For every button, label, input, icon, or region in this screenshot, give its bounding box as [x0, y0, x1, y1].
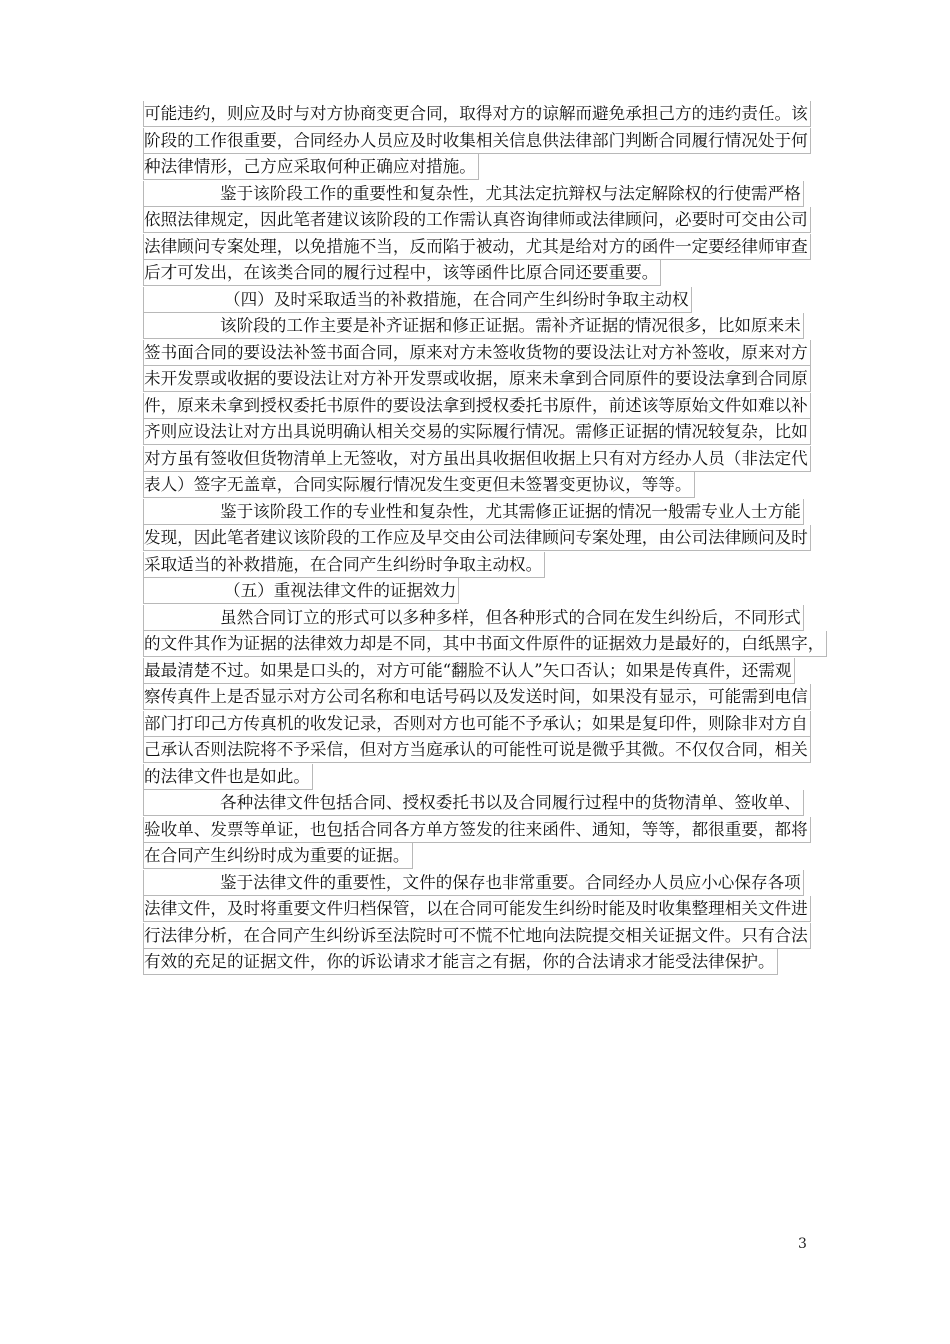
- text-line: [143, 737, 818, 764]
- text-line: [143, 605, 818, 632]
- text-line: [143, 128, 818, 155]
- text-line: [143, 154, 818, 181]
- text-content: 表人）签字无盖章，合同实际履行情况发生变更但未签署变更协议，等等。: [144, 475, 692, 494]
- text-content: 发现，因此笔者建议该阶段的工作应及早交由公司法律顾问专案处理，由公司法律顾问及时: [144, 528, 808, 547]
- text-line-box: [143, 578, 459, 604]
- text-line-box: [143, 525, 811, 551]
- text-content: 的法律文件也是如此。: [144, 766, 310, 786]
- text-line: [143, 631, 825, 658]
- text-line: [143, 419, 818, 446]
- text-line: [143, 658, 818, 685]
- text-content: 部门打印己方传真机的收发记录，否则对方也可能不予承认；如果是复印件，则除非对方自: [144, 713, 808, 733]
- text-line-box: [143, 154, 479, 180]
- text-line-box: [143, 843, 413, 869]
- text-line-box: [143, 340, 811, 366]
- text-line-box: [143, 260, 661, 286]
- text-content: 察传真件上是否显示对方公司名称和电话号码以及发送时间，如果没有显示，可能需到电信: [144, 687, 808, 706]
- text-line-box: [143, 896, 811, 922]
- text-line-box: [143, 313, 804, 339]
- text-content: 的文件其作为证据的法律效力却是不同，其中书面文件原件的证据效力是最好的，白纸黑字，: [144, 634, 825, 653]
- text-line-box: [143, 499, 804, 525]
- text-content: 虽然合同订立的形式可以多种多样，但各种形式的合同在发生纠纷后，不同形式: [220, 607, 801, 627]
- text-content: 鉴于该阶段工作的专业性和复杂性，尤其需修正证据的情况一般需专业人士方能: [220, 501, 801, 521]
- text-content: 阶段的工作很重要，合同经办人员应及时收集相关信息供法律部门判断合同履行情况处于何: [144, 130, 808, 150]
- text-line: [143, 870, 818, 897]
- text-line-box: [143, 393, 811, 419]
- text-line: [143, 764, 818, 791]
- text-line: [143, 843, 818, 870]
- text-line: [143, 181, 818, 208]
- text-content: 齐则应设法让对方出具说明确认相关交易的实际履行情况。需修正证据的情况较复杂，比如: [144, 422, 808, 441]
- text-content: 签书面合同的要设法补签书面合同，原来对方未签收货物的要设法让对方补签收，原来对方: [144, 342, 808, 362]
- text-content: 件，原来未拿到授权委托书原件的要设法拿到授权委托书原件，前述该等原始文件如难以补: [144, 395, 808, 415]
- text-line: [143, 525, 818, 552]
- text-line-box: [143, 605, 804, 631]
- text-content: 最最清楚不过。如果是口头的，对方可能“翻脸不认人”矢口否认；如果是传真件，还需观: [144, 660, 792, 680]
- section-heading: [143, 578, 818, 605]
- text-line: [143, 896, 818, 923]
- text-content: （五）重视法律文件的证据效力: [224, 581, 457, 600]
- text-content: 在合同产生纠纷时成为重要的证据。: [144, 846, 410, 865]
- text-line: [143, 234, 818, 261]
- text-content: 己承认否则法院将不予采信，但对方当庭承认的可能性可说是微乎其微。不仅仅合同，相关: [144, 740, 808, 759]
- text-content: 后才可发出，在该类合同的履行过程中，该等函件比原合同还要重要。: [144, 263, 659, 282]
- text-content: 对方虽有签收但货物清单上无签收，对方虽出具收据但收据上只有对方经办人员（非法定代: [144, 448, 808, 468]
- text-line: [143, 949, 818, 976]
- text-line-box: [143, 181, 804, 207]
- text-line: [143, 340, 818, 367]
- text-content: 有效的充足的证据文件，你的诉讼请求才能言之有据，你的合法请求才能受法律保护。: [144, 952, 775, 971]
- text-line-box: [143, 366, 811, 392]
- text-line-box: [143, 446, 811, 472]
- text-content: （四）及时采取适当的补救措施，在合同产生纠纷时争取主动权: [224, 289, 689, 309]
- text-line-box: [143, 949, 778, 975]
- text-content: 依照法律规定，因此笔者建议该阶段的工作需认真咨询律师或法律顾问，必要时可交由公司: [144, 210, 808, 229]
- text-line-box: [143, 419, 811, 445]
- text-content: 鉴于该阶段工作的重要性和复杂性，尤其法定抗辩权与法定解除权的行使需严格: [220, 183, 801, 203]
- text-content: 采取适当的补救措施，在合同产生纠纷时争取主动权。: [144, 554, 543, 574]
- text-line-box: [143, 631, 827, 657]
- text-content: 法律文件，及时将重要文件归档保管，以在合同可能发生纠纷时能及时收集整理相关文件进: [144, 899, 808, 918]
- text-line: [143, 446, 818, 473]
- text-line-box: [143, 923, 811, 949]
- text-line: [143, 393, 818, 420]
- text-line-box: [143, 207, 811, 233]
- text-line-box: [143, 684, 811, 710]
- text-line-box: [143, 658, 795, 684]
- text-content: 未开发票或收据的要设法让对方补开发票或收据，原来未拿到合同原件的要设法拿到合同原: [144, 369, 808, 388]
- text-line: [143, 684, 818, 711]
- text-line-box: [143, 101, 811, 127]
- text-line: [143, 260, 818, 287]
- text-content: 该阶段的工作主要是补齐证据和修正证据。需补齐证据的情况很多，比如原来未: [220, 316, 801, 335]
- text-line: [143, 499, 818, 526]
- page-number: 3: [798, 1236, 807, 1252]
- text-line-box: [143, 764, 313, 790]
- text-line-box: [143, 790, 804, 816]
- text-content: 种法律情形，己方应采取何种正确应对措施。: [144, 157, 476, 176]
- text-line: [143, 313, 818, 340]
- text-content: 鉴于法律文件的重要性，文件的保存也非常重要。合同经办人员应小心保存各项: [220, 872, 801, 892]
- section-heading: [143, 287, 818, 314]
- text-line: [143, 472, 818, 499]
- text-line: [143, 207, 818, 234]
- text-content: 行法律分析，在合同产生纠纷诉至法院时可不慌不忙地向法院提交相关证据文件。只有合法: [144, 925, 808, 945]
- text-line: [143, 366, 818, 393]
- text-line-box: [143, 287, 692, 313]
- text-line: [143, 817, 818, 844]
- body-text: [143, 101, 825, 976]
- text-line: [143, 790, 818, 817]
- text-line-box: [143, 234, 811, 260]
- text-line-box: [143, 737, 811, 763]
- text-line-box: [143, 817, 811, 843]
- text-line-box: [143, 472, 695, 498]
- text-content: 法律顾问专案处理，以免措施不当，反而陷于被动，尤其是给对方的函件一定要经律师审查: [144, 236, 808, 256]
- text-line: [143, 101, 818, 128]
- text-line: [143, 923, 818, 950]
- text-line: [143, 552, 818, 579]
- text-line-box: [143, 870, 804, 896]
- text-line-box: [143, 552, 545, 578]
- text-line-box: [143, 128, 811, 154]
- text-content: 可能违约，则应及时与对方协商变更合同，取得对方的谅解而避免承担己方的违约责任。该: [144, 104, 808, 123]
- text-content: 验收单、发票等单证，也包括合同各方单方签发的往来函件、通知，等等，都很重要，都将: [144, 819, 808, 839]
- text-line-box: [143, 711, 811, 737]
- text-content: 各种法律文件包括合同、授权委托书以及合同履行过程中的货物清单、签收单、: [220, 793, 801, 812]
- text-line: [143, 711, 818, 738]
